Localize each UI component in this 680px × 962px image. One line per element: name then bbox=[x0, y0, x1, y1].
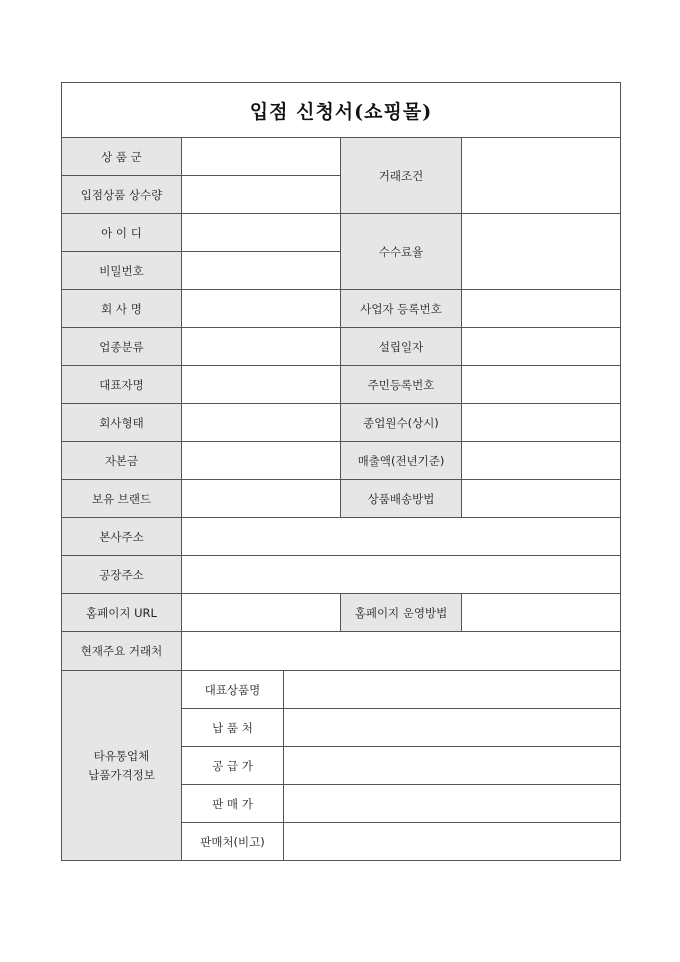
label-delivery-destination: 납 품 처 bbox=[182, 709, 284, 747]
input-fee-rate[interactable] bbox=[462, 214, 621, 290]
input-delivery-method[interactable] bbox=[462, 480, 621, 518]
input-brands[interactable] bbox=[182, 480, 341, 518]
input-product-group[interactable] bbox=[182, 138, 341, 176]
input-product-count[interactable] bbox=[182, 176, 341, 214]
input-hq-address[interactable] bbox=[182, 518, 621, 556]
input-seller-remarks[interactable] bbox=[284, 823, 621, 861]
label-seller-remarks: 판매처(비고) bbox=[182, 823, 284, 861]
input-employees[interactable] bbox=[462, 404, 621, 442]
label-supplier-line2: 납품가격정보 bbox=[88, 767, 155, 782]
label-company-form: 회사형태 bbox=[62, 404, 182, 442]
input-sale-price[interactable] bbox=[284, 785, 621, 823]
form-title: 입점 신청서(쇼핑몰) bbox=[62, 83, 621, 138]
label-sales: 매출액(전년기준) bbox=[341, 442, 462, 480]
input-business-reg-no[interactable] bbox=[462, 290, 621, 328]
input-ceo-name[interactable] bbox=[182, 366, 341, 404]
label-established-date: 설립일자 bbox=[341, 328, 462, 366]
label-factory-address: 공장주소 bbox=[62, 556, 182, 594]
label-sale-price: 판 매 가 bbox=[182, 785, 284, 823]
input-sales[interactable] bbox=[462, 442, 621, 480]
input-capital[interactable] bbox=[182, 442, 341, 480]
label-capital: 자본금 bbox=[62, 442, 182, 480]
label-resident-reg-no: 주민등록번호 bbox=[341, 366, 462, 404]
label-hq-address: 본사주소 bbox=[62, 518, 182, 556]
label-fee-rate: 수수료율 bbox=[341, 214, 462, 290]
input-company-name[interactable] bbox=[182, 290, 341, 328]
input-main-clients[interactable] bbox=[182, 632, 621, 671]
input-user-id[interactable] bbox=[182, 214, 341, 252]
input-business-type[interactable] bbox=[182, 328, 341, 366]
label-main-product: 대표상품명 bbox=[182, 671, 284, 709]
label-deal-terms: 거래조건 bbox=[341, 138, 462, 214]
label-product-group: 상 품 군 bbox=[62, 138, 182, 176]
input-password[interactable] bbox=[182, 252, 341, 290]
application-form-table bbox=[61, 82, 621, 861]
label-business-type: 업종분류 bbox=[62, 328, 182, 366]
label-employees: 종업원수(상시) bbox=[341, 404, 462, 442]
input-homepage-operation[interactable] bbox=[462, 594, 621, 632]
input-established-date[interactable] bbox=[462, 328, 621, 366]
label-homepage-url: 홈페이지 URL bbox=[62, 594, 182, 632]
label-homepage-operation: 홈페이지 운영방법 bbox=[341, 594, 462, 632]
label-product-count: 입점상품 상수량 bbox=[62, 176, 182, 214]
label-company-name: 회 사 명 bbox=[62, 290, 182, 328]
label-user-id: 아 이 디 bbox=[62, 214, 182, 252]
label-ceo-name: 대표자명 bbox=[62, 366, 182, 404]
label-main-clients: 현재주요 거래처 bbox=[62, 632, 182, 671]
input-homepage-url[interactable] bbox=[182, 594, 341, 632]
label-business-reg-no: 사업자 등록번호 bbox=[341, 290, 462, 328]
label-password: 비밀번호 bbox=[62, 252, 182, 290]
input-factory-address[interactable] bbox=[182, 556, 621, 594]
label-delivery-method: 상품배송방법 bbox=[341, 480, 462, 518]
label-supply-price: 공 급 가 bbox=[182, 747, 284, 785]
label-supplier-price-info bbox=[62, 671, 182, 861]
input-main-product[interactable] bbox=[284, 671, 621, 709]
input-delivery-destination[interactable] bbox=[284, 709, 621, 747]
label-supplier-line1: 타유통업체 bbox=[93, 748, 150, 763]
input-company-form[interactable] bbox=[182, 404, 341, 442]
input-resident-reg-no[interactable] bbox=[462, 366, 621, 404]
input-supply-price[interactable] bbox=[284, 747, 621, 785]
input-deal-terms[interactable] bbox=[462, 138, 621, 214]
label-brands: 보유 브랜드 bbox=[62, 480, 182, 518]
